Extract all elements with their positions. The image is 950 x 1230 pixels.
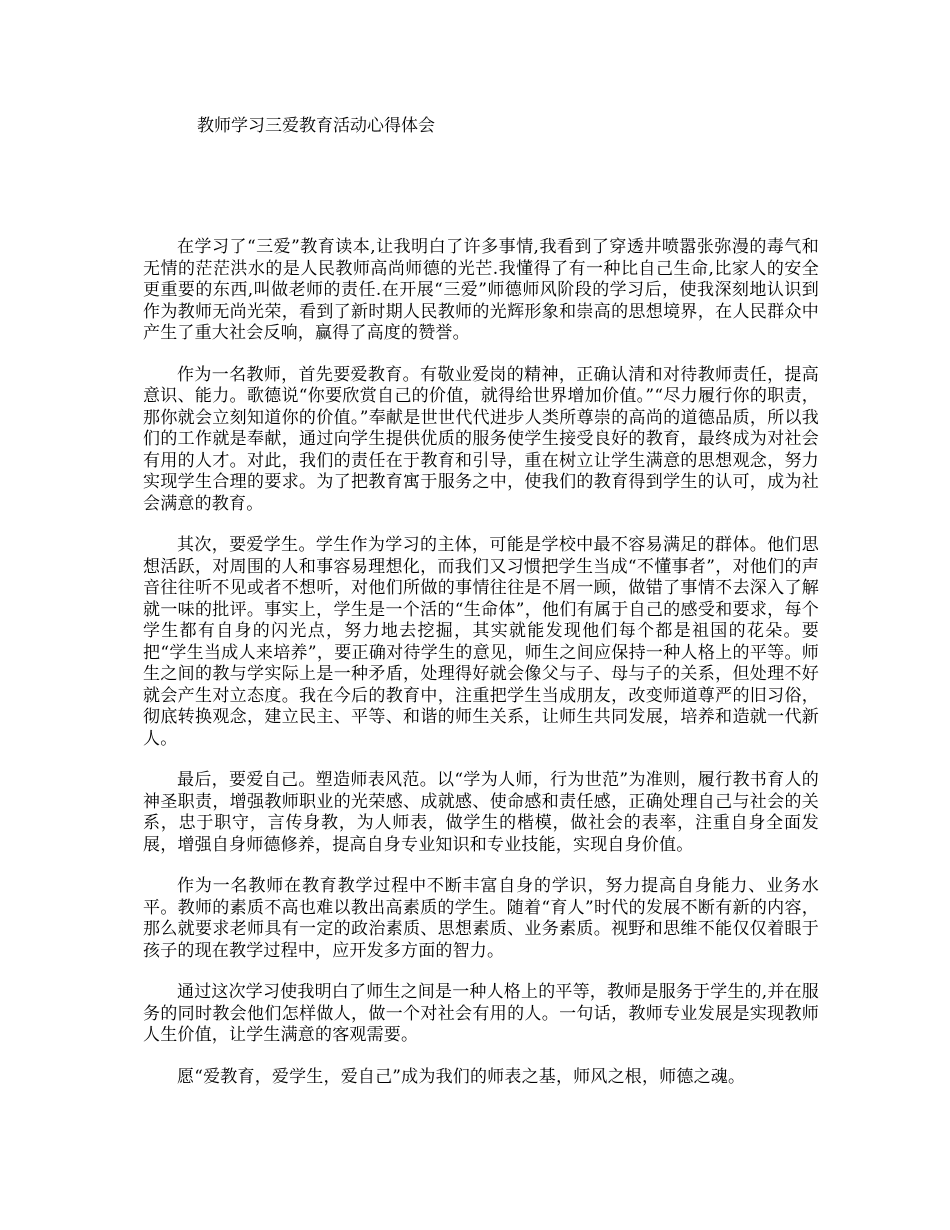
document-title: 教师学习三爱教育活动心得体会 <box>197 116 435 136</box>
paragraph-love-self: 最后，要爱自己。塑造师表风范。以“学为人师，行为世范”为准则，履行教书育人的神圣职责，增强教师职业的光荣感、成就感、使命感和责任感，正确处理自己与社会的关系，忠于职守，言传身教，为人师表，做学生的楷模，做社会的表率，注重自身全面发展，增强自身师德修养，提高自身专业知识和专业技能，实现自身价值。 <box>143 770 819 855</box>
paragraph-summary: 通过这次学习使我明白了师生之间是一种人格上的平等，教师是服务于学生的,并在服务的同时教会他们怎样做人，做一个对社会有用的人。一句话，教师专业发展是实现教师人生价值，让学生满意的客观需要。 <box>143 982 820 1045</box>
paragraph-love-education: 作为一名教师，首先要爱教育。有敬业爱岗的精神，正确认清和对待教师责任，提高意识、能力。歌德说“你要欣赏自己的价值，就得给世界增加价值。”“尽力履行你的职责，那你就会立刻知道你的价值。”奉献是世世代代进步人类所尊崇的高尚的道德品质，所以我们的工作就是奉献，通过向学生提供优质的服务使学生接受良好的教育，最终成为对社会有用的人才。对此，我们的责任在于教育和引导，重在树立让学生满意的思想观念，努力实现学生合理的要求。为了把教育寓于服务之中，使我们的教育得到学生的认可，成为社会满意的教育。 <box>143 364 819 514</box>
paragraph-teacher-growth: 作为一名教师在教育教学过程中不断丰富自身的学识，努力提高自身能力、业务水平。教师的素质不高也难以教出高素质的学生。随着“育人”时代的发展不断有新的内容，那么就要求老师具有一定的政治素质、思想素质、业务素质。视野和思维不能仅仅着眼于孩子的现在教学过程中，应开发多方面的智力。 <box>143 876 819 961</box>
paragraph-closing: 愿“爱教育，爱学生，爱自己”成为我们的师表之基，师风之根，师德之魂。 <box>177 1066 746 1087</box>
paragraph-intro: 在学习了“三爱”教育读本,让我明白了许多事情,我看到了穿透井喷嚣张弥漫的毒气和无情的茫茫洪水的是人民教师高尚师德的光芒.我懂得了有一种比自己生命,比家人的安全更重要的东西,叫做老师的责任.在开展“三爱”师德师风阶段的学习后，使我深刻地认识到作为教师无尚光荣，看到了新时期人民教师的光辉形象和崇高的思想境界，在人民群众中产生了重大社会反响，赢得了高度的赞誉。 <box>143 237 819 343</box>
document-body <box>143 237 819 1108</box>
paragraph-love-students: 其次，要爱学生。学生作为学习的主体，可能是学校中最不容易满足的群体。他们思想活跃，对周围的人和事容易理想化，而我们又习惯把学生当成“不懂事者”，对他们的声音往往听不见或者不想听，对他们所做的事情往往是不屑一顾，做错了事情不去深入了解就一味的批评。事实上，学生是一个活的“生命体”，他们有属于自己的感受和要求，每个学生都有自身的闪光点，努力地去挖掘，其实就能发现他们每个都是祖国的花朵。要把“学生当成人来培养”，要正确对待学生的意见，师生之间应保持一种人格上的平等。师生之间的教与学实际上是一种矛盾，处理得好就会像父与子、母与子的关系，但处理不好就会产生对立态度。我在今后的教育中，注重把学生当成朋友，改变师道尊严的旧习俗，彻底转换观念，建立民主、平等、和谐的师生关系，让师生共同发展，培养和造就一代新人。 <box>143 535 819 749</box>
